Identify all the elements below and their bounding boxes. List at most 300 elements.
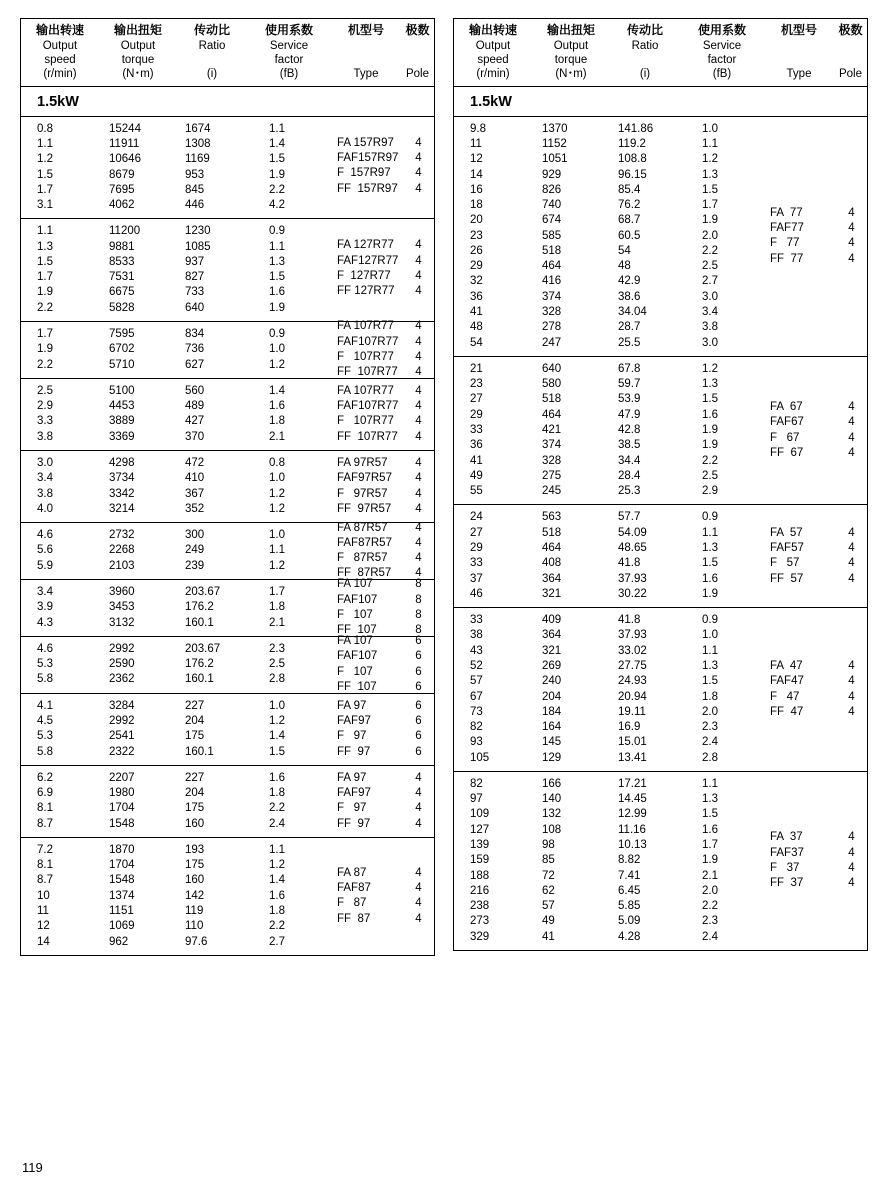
cell-service-factor: 2.1 [269,430,285,443]
cell-pole: 4 [415,350,422,363]
cell-output-torque: 269 [542,659,562,672]
cell-output-torque: 10646 [109,153,141,166]
cell-ratio: 19.11 [618,705,646,718]
cell-pole: 6 [415,730,422,743]
cell-service-factor: 1.7 [702,199,718,212]
type-line [331,166,434,181]
cell-ratio: 227 [185,699,205,712]
spec-group [21,451,434,523]
cell-output-speed: 238 [470,900,490,913]
cell-output-torque: 98 [542,839,555,852]
cell-type: FA 57 [770,526,803,539]
cell-output-torque: 1374 [109,889,135,902]
cell-service-factor: 1.1 [269,240,285,253]
cell-output-speed: 8.7 [37,817,53,830]
cell-service-factor: 1.4 [269,384,285,397]
cell-pole: 4 [415,882,422,895]
cell-output-torque: 374 [542,290,562,303]
cell-service-factor: 1.9 [702,214,718,227]
cell-output-torque: 563 [542,511,562,524]
cell-ratio: 827 [185,271,205,284]
type-line [764,830,867,845]
cell-output-speed: 33 [470,424,483,437]
cell-output-torque: 3132 [109,616,135,629]
cell-service-factor: 1.8 [269,787,285,800]
header-en-type-l2 [331,53,401,67]
cell-output-torque: 15244 [109,122,141,135]
cell-output-speed: 1.7 [37,271,53,284]
header-chinese-row [454,23,867,39]
cell-type: FAF107 [337,650,378,663]
cell-ratio: 15.01 [618,736,647,749]
cell-service-factor: 1.1 [269,544,285,557]
cell-output-torque: 72 [542,869,555,882]
cell-service-factor: 1.0 [269,472,285,485]
header-unit-rmin: (r/min) [43,67,77,80]
type-line [331,269,434,284]
cell-output-speed: 24 [470,511,483,524]
cell-output-speed: 1.1 [37,137,53,150]
cell-output-speed: 3.4 [37,585,53,598]
cell-pole: 4 [415,457,422,470]
type-line [331,817,434,832]
cell-ratio: 11.16 [618,823,646,836]
cell-service-factor: 1.6 [269,286,285,299]
cell-service-factor: 1.9 [702,424,718,437]
cell-output-torque: 2992 [109,642,135,655]
cell-service-factor: 1.2 [269,714,285,727]
cell-pole: 6 [415,665,422,678]
cell-pole: 4 [848,252,855,265]
cell-service-factor: 1.2 [269,358,285,371]
cell-service-factor: 2.7 [702,275,718,288]
cell-output-torque: 518 [542,244,562,257]
type-line [764,446,867,461]
cell-service-factor: 1.6 [269,400,285,413]
two-column-layout [20,18,868,956]
cell-service-factor: 2.4 [702,930,718,943]
cell-ratio: 141.86 [618,122,654,135]
cell-service-factor: 2.1 [269,616,285,629]
cell-ratio: 12.99 [618,808,647,821]
cell-output-torque: 518 [542,393,562,406]
cell-service-factor: 1.9 [269,301,285,314]
cell-pole: 4 [415,817,422,830]
cell-type: FF 127R77 [337,285,395,298]
header-label-pole: Pole [838,67,863,80]
cell-service-factor: 1.0 [269,529,285,542]
cell-output-torque: 421 [542,424,562,437]
header-en-ratio-l1: Ratio [198,39,226,52]
cell-ratio: 176.2 [185,601,214,614]
header-unit-nm: (N･m) [122,67,154,80]
header-en-service-l2: factor [707,53,737,66]
cell-service-factor: 2.2 [702,454,718,467]
cell-service-factor: 2.9 [702,485,718,498]
cell-type: F 97R57 [337,487,388,500]
cell-ratio: 367 [185,487,205,500]
left-table [20,18,435,956]
type-line [764,400,867,415]
cell-service-factor: 2.2 [269,802,285,815]
cell-pole: 4 [415,182,422,195]
cell-ratio: 28.4 [618,469,641,482]
cell-ratio: 736 [185,343,205,356]
cell-pole: 4 [415,366,422,379]
cell-output-speed: 5.6 [37,544,53,557]
cell-output-speed: 9.8 [470,122,486,135]
cell-pole: 4 [415,151,422,164]
header-label-type: Type [786,67,812,80]
cell-pole: 4 [415,536,422,549]
cell-output-speed: 52 [470,659,483,672]
cell-pole: 4 [848,401,855,414]
header-unit-i: (i) [206,67,218,80]
cell-service-factor: 3.4 [702,306,718,319]
header-en-output-speed-l2: speed [477,53,509,66]
cell-output-torque: 580 [542,378,562,391]
cell-type: FA 97 [337,699,367,712]
type-line [764,876,867,891]
cell-output-torque: 328 [542,306,562,319]
cell-service-factor: 2.2 [269,183,285,196]
cell-output-speed: 49 [470,469,483,482]
cell-pole: 4 [415,771,422,784]
cell-output-torque: 7595 [109,328,135,341]
cell-pole: 4 [415,254,422,267]
cell-output-speed: 6.9 [37,787,53,800]
cell-output-torque: 2362 [109,673,135,686]
cell-ratio: 14.45 [618,793,647,806]
cell-service-factor: 1.3 [702,659,718,672]
cell-pole: 4 [848,237,855,250]
right-table [453,18,868,951]
cell-output-speed: 97 [470,793,483,806]
cell-output-torque: 145 [542,736,562,749]
cell-ratio: 203.67 [185,585,221,598]
cell-ratio: 67.8 [618,362,641,375]
type-line [764,221,867,236]
cell-output-speed: 14 [37,935,50,948]
type-pole-block [331,219,434,321]
cell-pole: 4 [415,285,422,298]
type-line [331,430,434,445]
type-line [331,881,434,896]
cell-ratio: 33.02 [618,644,647,657]
cell-output-speed: 4.0 [37,502,53,515]
cell-output-speed: 159 [470,854,490,867]
header-en-output-speed-l2: speed [44,53,76,66]
type-line [331,912,434,927]
cell-ratio: 57.7 [618,511,641,524]
cell-output-torque: 166 [542,777,562,790]
type-pole-block [764,117,867,356]
cell-pole: 8 [415,608,422,621]
cell-ratio: 38.6 [618,290,641,303]
cell-type: FF 107 [337,681,377,694]
cell-type: FAF87R57 [337,536,392,549]
cell-service-factor: 1.1 [269,843,285,856]
cell-service-factor: 2.0 [702,705,718,718]
cell-service-factor: 1.2 [702,153,718,166]
cell-ratio: 42.9 [618,275,641,288]
type-line [331,729,434,744]
cell-ratio: 10.13 [618,839,647,852]
cell-service-factor: 1.3 [702,541,718,554]
cell-output-torque: 2992 [109,714,135,727]
type-line [764,415,867,430]
type-line [764,526,867,541]
cell-output-torque: 416 [542,275,562,288]
header-cn-output-speed: 输出转速 [468,23,517,37]
cell-service-factor: 1.7 [702,839,718,852]
cell-service-factor: 2.3 [702,721,718,734]
header-en-pole-l1 [401,39,434,53]
cell-output-speed: 16 [470,183,483,196]
cell-output-speed: 36 [470,290,483,303]
cell-service-factor: 1.5 [702,675,718,688]
type-line [764,206,867,221]
cell-service-factor: 1.0 [269,699,285,712]
cell-output-torque: 5828 [109,301,135,314]
spec-group [21,379,434,451]
cell-output-torque: 108 [542,823,562,836]
cell-service-factor: 1.6 [269,771,285,784]
spec-group [21,322,434,379]
cell-ratio: 845 [185,183,205,196]
cell-ratio: 160 [185,817,205,830]
cell-output-torque: 278 [542,321,562,334]
cell-pole: 4 [848,416,855,429]
header-en-service-l1: Service [269,39,309,52]
cell-output-speed: 2.5 [37,384,53,397]
cell-output-speed: 55 [470,485,483,498]
cell-type: FF 87R57 [337,567,392,580]
cell-ratio: 239 [185,559,205,572]
cell-ratio: 560 [185,384,205,397]
cell-output-speed: 5.3 [37,658,53,671]
cell-ratio: 13.41 [618,751,647,764]
cell-type: F 47 [770,690,800,703]
header-label-type: Type [353,67,379,80]
cell-ratio: 227 [185,771,205,784]
cell-output-speed: 5.8 [37,745,53,758]
header-en-ratio-l2 [610,53,680,67]
cell-service-factor: 1.6 [702,408,718,421]
header-en-output-torque-l1: Output [553,39,589,52]
cell-output-speed: 1.5 [37,168,53,181]
cell-ratio: 175 [185,730,205,743]
cell-service-factor: 1.4 [269,730,285,743]
cell-pole: 4 [848,222,855,234]
cell-ratio: 1308 [185,137,211,150]
cell-ratio: 85.4 [618,183,641,196]
cell-output-speed: 216 [470,884,490,897]
cell-pole: 4 [848,861,855,874]
cell-ratio: 204 [185,714,205,727]
cell-output-torque: 6702 [109,343,135,356]
cell-ratio: 25.5 [618,336,641,349]
cell-output-torque: 2590 [109,658,135,671]
cell-output-speed: 4.6 [37,529,53,542]
cell-output-torque: 11200 [109,225,141,238]
header-en-output-torque-l1: Output [120,39,156,52]
cell-ratio: 25.3 [618,485,641,498]
cell-type: FF 87 [337,912,371,925]
cell-output-torque: 8679 [109,168,135,181]
spec-group [454,608,867,772]
spec-group [454,357,867,506]
header-cn-output-torque: 输出扭矩 [113,23,162,37]
header-unit-nm: (N･m) [555,67,587,80]
cell-ratio: 176.2 [185,658,214,671]
cell-service-factor: 1.7 [269,585,285,598]
cell-type: FA 97 [337,771,367,784]
cell-output-speed: 3.8 [37,430,53,443]
cell-type: FAF97 [337,787,371,800]
cell-output-speed: 7.2 [37,843,53,856]
type-pole-block [331,694,434,765]
type-pole-block [331,523,434,579]
header-cn-output-torque: 输出扭矩 [546,23,595,37]
cell-type: FAF107R77 [337,335,399,348]
header-cn-pole: 极数 [405,23,430,37]
cell-pole: 4 [415,269,422,282]
type-pole-block [331,580,434,636]
header-en-output-speed-l1: Output [42,39,78,52]
cell-type: F 97 [337,802,367,815]
cell-type: FAF127R77 [337,254,399,267]
cell-output-torque: 2322 [109,745,135,758]
header-english-row-2 [21,53,434,67]
cell-service-factor: 0.9 [269,225,285,238]
type-line [764,659,867,674]
cell-output-torque: 2207 [109,771,135,784]
type-line [331,786,434,801]
cell-service-factor: 1.3 [702,168,718,181]
spec-group [21,694,434,766]
type-pole-block [331,637,434,693]
type-line [764,541,867,556]
cell-service-factor: 1.0 [702,122,718,135]
cell-service-factor: 1.1 [702,137,718,150]
cell-ratio: 640 [185,301,205,314]
cell-type: FF 47 [770,705,804,718]
cell-output-torque: 6675 [109,286,135,299]
cell-output-speed: 43 [470,644,483,657]
cell-output-torque: 3284 [109,699,135,712]
cell-pole: 6 [415,714,422,727]
type-line [764,236,867,251]
cell-output-speed: 32 [470,275,483,288]
type-line [331,699,434,714]
cell-type: FA 107 [337,578,373,591]
cell-output-speed: 33 [470,614,483,627]
cell-pole: 4 [848,831,855,844]
cell-output-torque: 11911 [109,137,140,150]
cell-output-speed: 57 [470,675,483,688]
cell-pole: 4 [848,690,855,703]
type-line [331,502,434,517]
cell-type: FA 47 [770,659,803,672]
type-line [331,634,434,649]
header-cn-type: 机型号 [347,23,384,37]
cell-output-torque: 1051 [542,153,568,166]
cell-service-factor: 1.1 [702,526,718,539]
type-line [764,674,867,689]
cell-output-speed: 1.1 [37,225,53,238]
type-pole-block [331,117,434,219]
cell-service-factor: 1.8 [702,690,718,703]
cell-service-factor: 1.5 [702,808,718,821]
cell-ratio: 249 [185,544,205,557]
cell-pole: 4 [848,659,855,672]
cell-ratio: 54.09 [618,526,647,539]
cell-type: FAF107 [337,593,378,606]
cell-output-speed: 1.9 [37,343,53,356]
cell-output-torque: 3960 [109,585,135,598]
cell-output-speed: 109 [470,808,490,821]
cell-ratio: 5.09 [618,915,641,928]
type-pole-block [764,772,867,950]
type-line [331,136,434,151]
header-en-pole-l2 [401,53,434,67]
cell-output-speed: 73 [470,705,483,718]
type-line [764,846,867,861]
cell-type: F 87R57 [337,552,388,565]
cell-ratio: 38.5 [618,439,641,452]
cell-output-speed: 23 [470,378,483,391]
cell-service-factor: 1.5 [269,153,285,166]
type-line [331,151,434,166]
cell-type: FAF57 [770,541,804,554]
cell-ratio: 204 [185,787,205,800]
cell-ratio: 352 [185,502,205,515]
cell-output-speed: 41 [470,454,483,467]
cell-output-torque: 41 [542,930,555,943]
cell-type: FA 67 [770,401,803,414]
cell-output-torque: 364 [542,629,562,642]
cell-pole: 4 [848,446,855,459]
cell-service-factor: 1.0 [269,343,285,356]
cell-output-speed: 29 [470,541,483,554]
cell-ratio: 410 [185,472,205,485]
cell-type: FAF97R57 [337,472,392,485]
type-line [331,536,434,551]
cell-type: FA 127R77 [337,239,394,252]
cell-service-factor: 1.8 [269,415,285,428]
cell-service-factor: 1.9 [702,439,718,452]
header-english-row-3 [454,67,867,81]
cell-ratio: 68.7 [618,214,641,227]
header-english-row-1 [454,39,867,53]
type-line [331,896,434,911]
cell-pole: 4 [415,320,422,333]
cell-output-speed: 37 [470,572,483,585]
header-en-ratio-l1: Ratio [631,39,659,52]
type-pole-block [331,451,434,522]
cell-pole: 4 [415,897,422,910]
cell-ratio: 60.5 [618,229,641,242]
cell-output-torque: 4062 [109,199,135,212]
cell-ratio: 20.94 [618,690,647,703]
cell-output-torque: 3453 [109,601,135,614]
cell-ratio: 97.6 [185,935,208,948]
cell-service-factor: 0.9 [269,328,285,341]
cell-output-torque: 1704 [109,802,135,815]
cell-output-torque: 3342 [109,487,135,500]
cell-service-factor: 2.3 [702,915,718,928]
